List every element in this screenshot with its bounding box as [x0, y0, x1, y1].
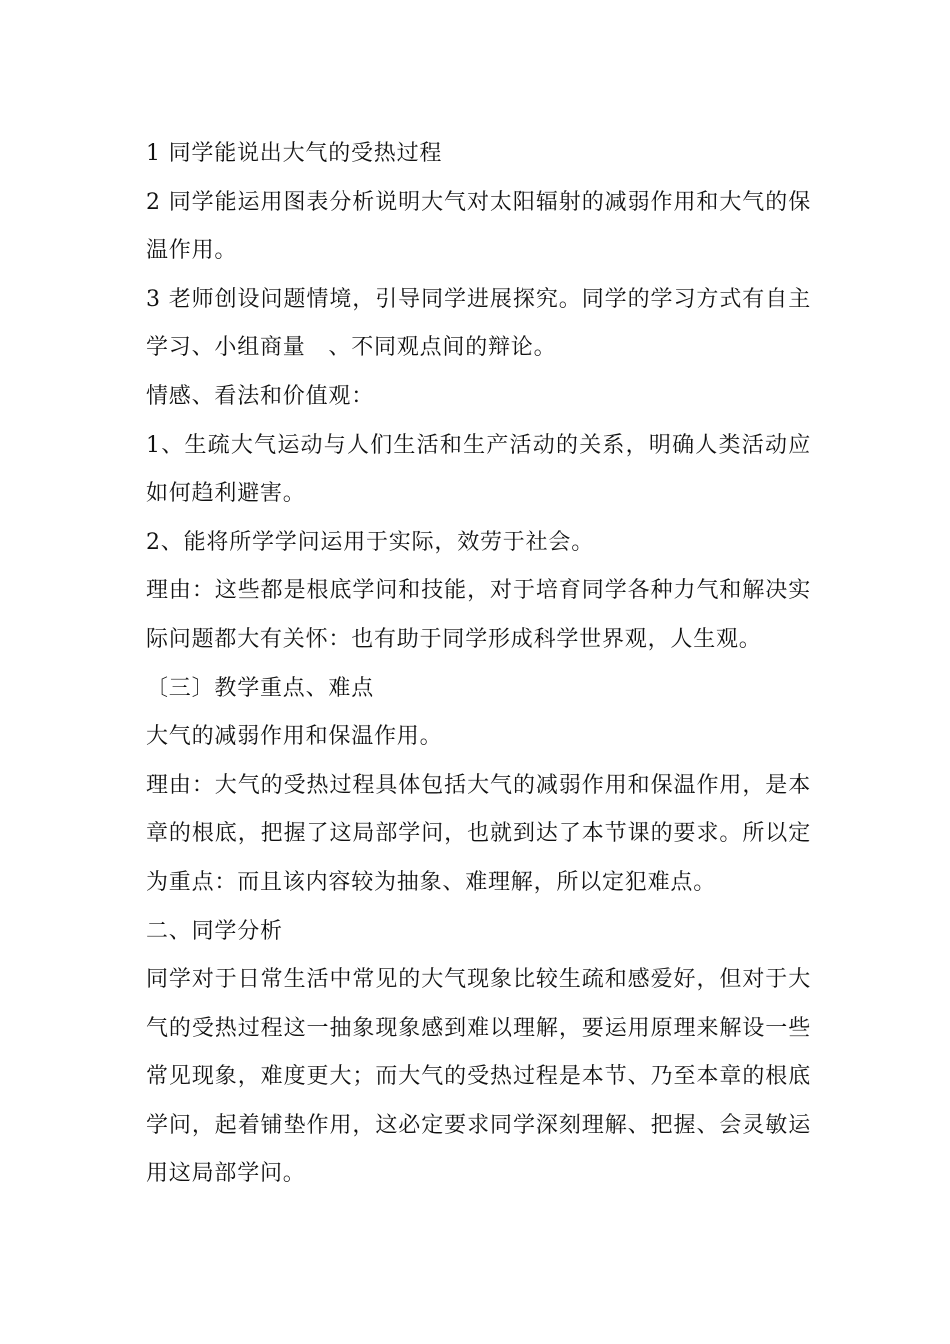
student-analysis-text: 同学对于日常生活中常见的大气现象比较生疏和感爱好，但对于大气的受热过程这一抽象现象感到难以理解，要运用原理来解设一些常见现象，难度更大；而大气的受热过程是本节、乃至本章的根底学问，起着铺垫作用，这必定要求同学深刻理解、把握、会灵敏运用这局部学问。 [146, 967, 811, 1187]
document-body [146, 130, 811, 1199]
section-heading-student-analysis: 二、同学分析 [146, 918, 283, 944]
key-points-text: 大气的减弱作用和保温作用。 [146, 724, 443, 750]
objective-3: 3 老师创设问题情境，引导同学进展探究。同学的学习方式有自主学习、小组商量 、不同观点间的辩论。 [146, 286, 811, 361]
key-points-reason: 理由：大气的受热过程具体包括大气的减弱作用和保温作用，是本章的根底，把握了这局部学问，也就到达了本节课的要求。所以定为重点：而且该内容较为抽象、难理解，所以定犯难点。 [146, 772, 811, 895]
objective-2: 2 同学能运用图表分析说明大气对太阳辐射的减弱作用和大气的保温作用。 [146, 189, 811, 264]
section-heading-key-points: 〔三〕教学重点、难点 [146, 675, 375, 701]
values-item-2: 2、能将所学学问运用于实际，效劳于社会。 [146, 529, 594, 555]
values-item-1: 1、生疏大气运动与人们生活和生产活动的关系，明确人类活动应如何趋利避害。 [146, 432, 811, 507]
objective-1: 1 同学能说出大气的受热过程 [146, 141, 443, 166]
section-heading-values: 情感、看法和价值观： [146, 383, 375, 409]
values-reason: 理由：这些都是根底学问和技能，对于培育同学各种力气和解决实际问题都大有关怀：也有助于同学形成科学世界观，人生观。 [146, 578, 811, 652]
